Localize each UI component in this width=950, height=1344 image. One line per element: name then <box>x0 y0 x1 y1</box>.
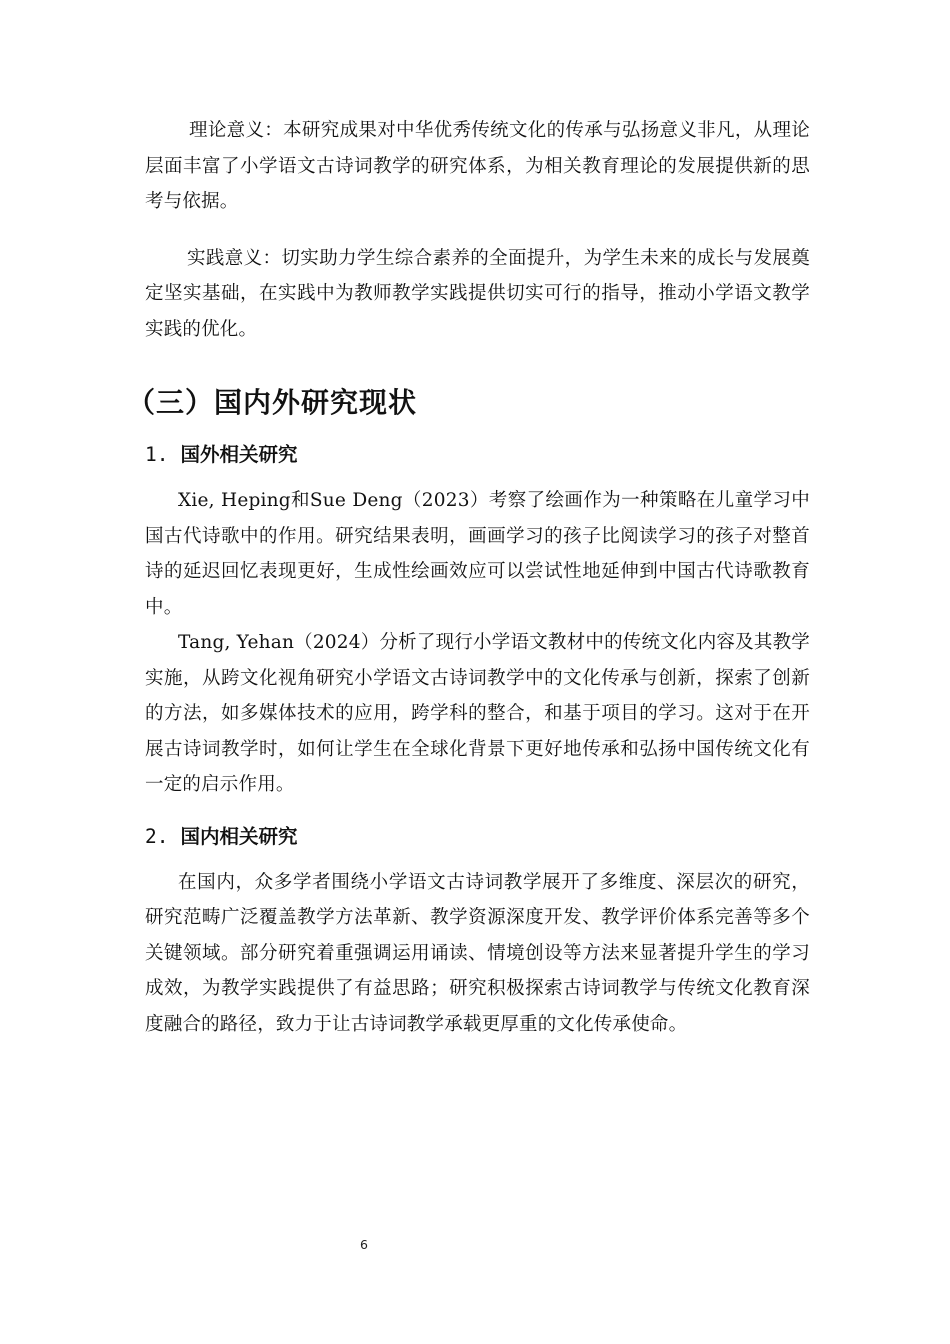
subsection-title: 国内相关研究 <box>180 824 298 848</box>
theory-significance-paragraph: 理论意义：本研究成果对中华优秀传统文化的传承与弘扬意义非凡，从理论层面丰富了小学语文古诗词教学的研究体系，为相关教育理论的发展提供新的思考与依据。 <box>145 120 810 212</box>
practice-significance-paragraph: 实践意义：切实助力学生综合素养的全面提升，为学生未来的成长与发展奠定坚实基础，在实践中为教师教学实践提供切实可行的指导，推动小学语文教学实践的优化。 <box>145 247 810 340</box>
foreign-research-paragraph-1: Xie, Heping和Sue Deng（2023）考察了绘画作为一种策略在儿童学习中国古代诗歌中的作用。研究结果表明，画画学习的孩子比阅读学习的孩子对整首诗的延迟回忆表现更好，生成性绘画效应可以尝试性地延伸到中国古代诗歌教育中。 <box>145 490 810 618</box>
paragraph-spacer <box>145 220 810 241</box>
subsection-title: 国外相关研究 <box>180 443 298 466</box>
domestic-research-paragraph: 在国内，众多学者围绕小学语文古诗词教学展开了多维度、深层次的研究，研究范畴广泛覆盖教学方法革新、教学资源深度开发、教学评价体系完善等多个关键领域。部分研究着重强调运用诵读、情境创设等方法来显著提升学生的学习成效，为教学实践提供了有益思路；研究积极探索古诗词教学与传统文化教育深度融合的路径，致力于让古诗词教学承载更厚重的文化传承使命。 <box>145 871 810 1035</box>
subsection-number: 2. <box>145 824 169 848</box>
subsection-number: 1. <box>145 443 169 466</box>
subsection-heading-foreign <box>145 441 810 469</box>
subheading-spacer <box>145 851 810 865</box>
subheading-spacer <box>145 469 810 483</box>
page-number: 6 <box>360 1237 368 1252</box>
section-spacer <box>145 803 810 823</box>
section-spacer <box>145 347 810 383</box>
page-content <box>127 113 810 1042</box>
heading-spacer <box>145 423 810 441</box>
foreign-research-paragraph-2: Tang, Yehan（2024）分析了现行小学语文教材中的传统文化内容及其教学实施，从跨文化视角研究小学语文古诗词教学中的文化传承与创新，探索了创新的方法，如多媒体技术的应用，跨学科的整合，和基于项目的学习。这对于在开展古诗词教学时，如何让学生在全球化背景下更好地传承和弘扬中国传统文化有一定的启示作用。 <box>145 632 810 795</box>
subsection-heading-domestic <box>145 823 810 851</box>
section-heading-research-status: （三）国内外研究现状 <box>127 386 418 419</box>
